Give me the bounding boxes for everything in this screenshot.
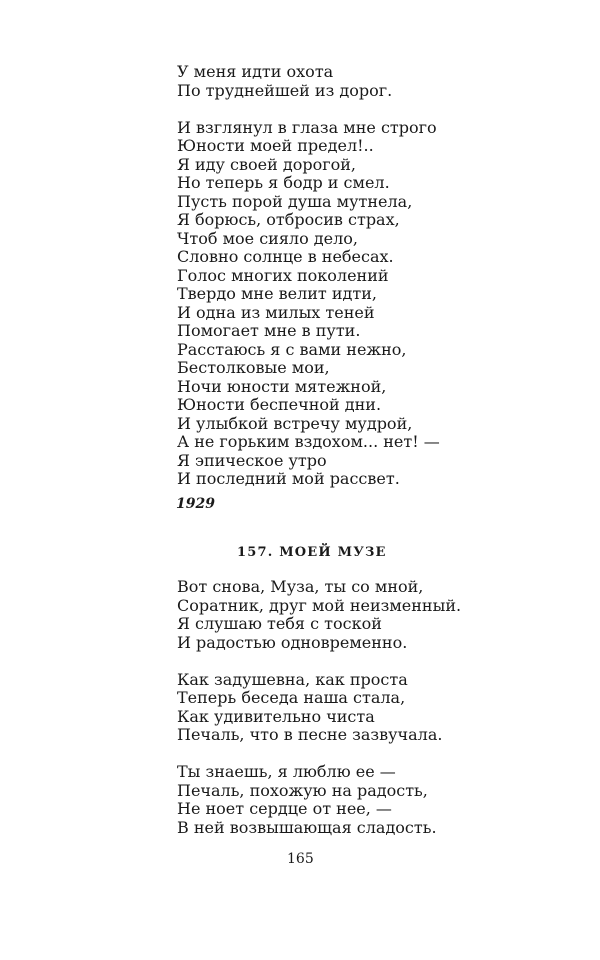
verse-line: Печаль, что в песне зазвучала. [177, 725, 443, 744]
verse-line: Я слушаю тебя с тоской [177, 614, 382, 633]
verse-line: Ночи юности мятежной, [177, 377, 387, 396]
verse-line: Голос многих поколений [177, 266, 389, 285]
verse-line: Твердо мне велит идти, [177, 284, 377, 303]
poem-title: 157. МОЕЙ МУЗЕ [237, 545, 387, 560]
verse-line: Как задушевна, как проста [177, 670, 408, 689]
verse-line: В ней возвышающая сладость. [177, 818, 437, 837]
verse-line: И последний мой рассвет. [177, 469, 400, 488]
verse-line: Я иду своей дорогой, [177, 155, 356, 174]
verse-line: И одна из милых теней [177, 303, 375, 322]
verse-line: Я эпическое утро [177, 451, 327, 470]
verse-line: А не горьким вздохом... нет! — [177, 432, 440, 451]
verse-line: Теперь беседа наша стала, [177, 688, 406, 707]
verse-line: Юности моей предел!.. [177, 136, 374, 155]
verse-line: Печаль, похожую на радость, [177, 781, 428, 800]
verse-line: Ты знаешь, я люблю ее — [177, 762, 396, 781]
verse-line: Вот снова, Муза, ты со мной, [177, 577, 424, 596]
verse-line: Как удивительно чиста [177, 707, 375, 726]
verse-line: Расстаюсь я с вами нежно, [177, 340, 407, 359]
verse-line: Помогает мне в пути. [177, 321, 361, 340]
verse-line: Бестолковые мои, [177, 358, 330, 377]
verse-line: Пусть порой душа мутнела, [177, 192, 413, 211]
verse-line: И улыбкой встречу мудрой, [177, 414, 413, 433]
verse-line: И взглянул в глаза мне строго [177, 118, 437, 137]
poem-date: 1929 [176, 496, 215, 512]
verse-line: Я борюсь, отбросив страх, [177, 210, 400, 229]
verse-line: По труднейшей из дорог. [177, 81, 393, 100]
verse-line: Чтоб мое сияло дело, [177, 229, 359, 248]
verse-line: Соратник, друг мой неизменный. [177, 596, 462, 615]
verse-line: Не ноет сердце от нее, — [177, 799, 392, 818]
verse-line: И радостью одновременно. [177, 633, 408, 652]
verse-line: Словно солнце в небесах. [177, 247, 394, 266]
verse-line: Но теперь я бодр и смел. [177, 173, 390, 192]
verse-line: Юности беспечной дни. [177, 395, 382, 414]
verse-line: У меня идти охота [177, 62, 334, 81]
page-number: 165 [287, 851, 314, 867]
